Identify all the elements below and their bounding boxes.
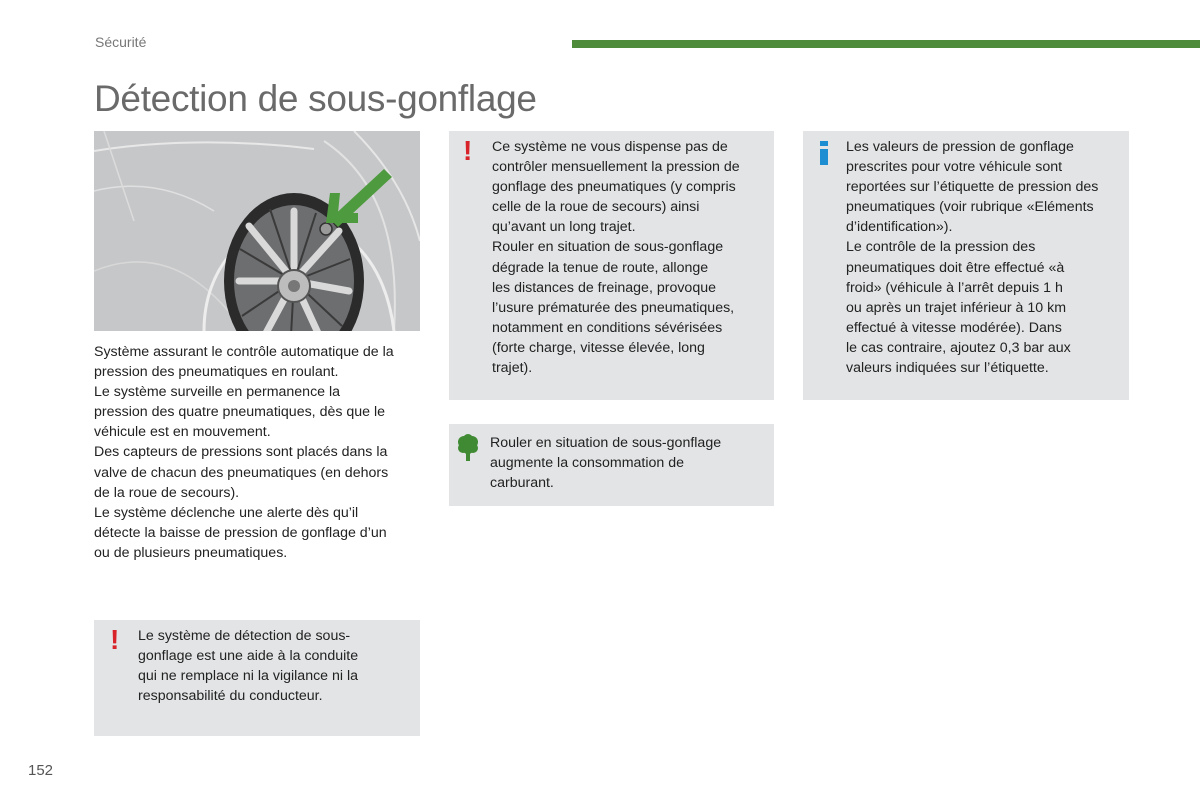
tree-icon	[457, 434, 479, 467]
warning-box-aid	[94, 620, 420, 736]
exclamation-icon: !	[463, 135, 473, 166]
section-label: Sécurité	[95, 34, 147, 50]
intro-text: Système assurant le contrôle automatique de la pression des pneumatiques en roulant. Le système surveille en permanence la pression des quatre pneumatiques, dès que le véhicule est en mouvement. Des capteurs de pressions sont placés dans la valve de chacun des pneumatiques (en dehors de la roue de secours). Le système déclenche une alerte dès qu’il détecte la baisse de pression de gonflage d’un ou de plusieurs pneumatiques.	[94, 344, 394, 561]
info-icon	[819, 141, 829, 170]
wheel-illustration	[94, 131, 420, 331]
eco-box	[449, 424, 774, 506]
info-text: Les valeurs de pression de gonflage prescrites pour votre véhicule sont reportées sur l’étiquette de pression des pneumatiques (voir rubrique «Eléments d’identification»). Le contrôle de la pression des pneumatiques doit être effectué «à froid» (véhicule à l’arrêt depuis 1 h ou après un trajet inférieur à 10 km effectué à vitesse modérée). Dans le cas contraire, ajoutez 0,3 bar aux valeurs indiquées sur l’étiquette.	[846, 139, 1099, 377]
page-title: Détection de sous-gonflage	[94, 78, 537, 119]
warning-check-text: Ce système ne vous dispense pas de contrôler mensuellement la pression de gonflage des pneumatiques (y compris celle de la roue de secours) ainsi qu’avant un long trajet. Rouler en situation de sous-gonflage dégrade la tenue de route, allonge les distances de freinage, provoque l’usure prématurée des pneumatiques, notamment en conditions sévérisées (forte charge, vitesse élevée, long trajet).	[492, 139, 740, 377]
warning-box-check	[449, 131, 774, 400]
eco-text: Rouler en situation de sous-gonflage augmente la consommation de carburant.	[490, 435, 722, 492]
wheel-drawing	[94, 131, 420, 331]
section-rule	[572, 40, 1200, 48]
exclamation-icon: !	[110, 624, 120, 655]
warning-aid-text: Le système de détection de sous- gonflage est une aide à la conduite qui ne remplace ni la vigilance ni la responsabilité du conducteur.	[138, 628, 359, 705]
info-box	[803, 131, 1129, 400]
page-number: 152	[28, 762, 54, 779]
